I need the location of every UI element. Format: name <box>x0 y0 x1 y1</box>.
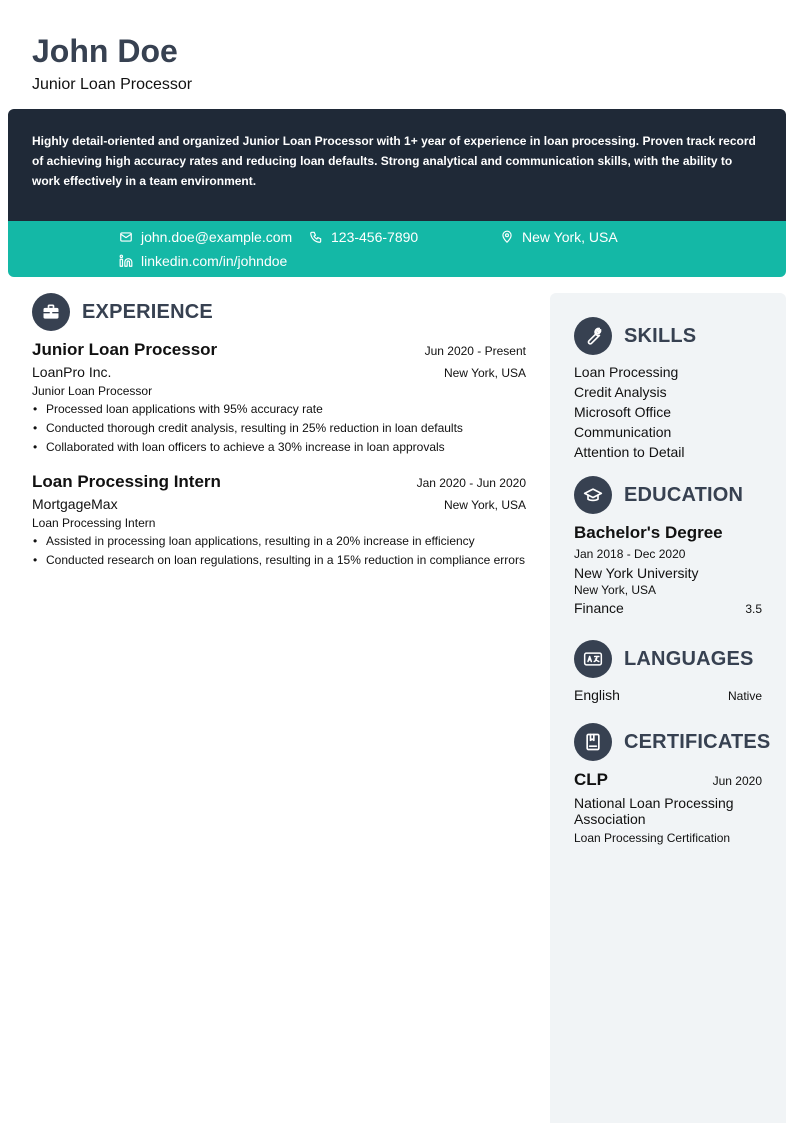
job-title: Junior Loan Processor <box>32 340 218 359</box>
job-subtitle: Loan Processing Intern <box>32 516 156 530</box>
candidate-title: Junior Loan Processor <box>32 76 193 93</box>
education-heading <box>574 476 743 514</box>
contact-phone[interactable] <box>309 229 418 245</box>
certificate-issuer: National Loan Processing Association <box>574 795 734 827</box>
certificate-entry <box>574 770 762 845</box>
certificate-icon <box>574 723 612 761</box>
job-entry <box>32 472 526 570</box>
briefcase-icon <box>32 293 70 331</box>
language-level: Native <box>727 689 762 703</box>
education-title: EDUCATION <box>624 483 744 506</box>
skill-item: Microsoft Office <box>574 404 671 420</box>
contact-location <box>500 229 618 245</box>
contact-location-text: New York, USA <box>522 229 618 245</box>
certificate-date: Jun 2020 <box>712 774 762 788</box>
summary-text: Highly detail-oriented and organized Junior Loan Processor with 1+ year of experience in loan processing. Proven track record of achieving high accuracy rates and reducing loan defaults. Strong analytical and communication skills, with the ability to work effectively in a team environment. <box>32 134 756 188</box>
certificates-title: CERTIFICATES <box>624 730 771 753</box>
job-bullet: • Conducted research on loan regulations, resulting in a 15% reduction in compliance errors <box>32 551 526 570</box>
map-pin-icon <box>500 230 514 244</box>
candidate-name: John Doe <box>32 33 178 69</box>
job-company: MortgageMax <box>32 496 118 512</box>
contact-phone-text: 123-456-7890 <box>331 229 419 245</box>
job-bullet: • Assisted in processing loan applications, resulting in a 20% increase in efficiency <box>32 532 526 551</box>
summary-panel <box>8 109 786 221</box>
wrench-icon <box>574 317 612 355</box>
certificate-name: CLP <box>574 770 608 789</box>
experience-heading <box>32 293 213 331</box>
languages-heading <box>574 640 754 678</box>
languages-title: LANGUAGES <box>624 647 754 670</box>
mail-icon <box>119 230 133 244</box>
skills-title: SKILLS <box>624 324 697 347</box>
education-location: New York, USA <box>574 583 657 597</box>
phone-icon <box>309 230 323 244</box>
language-name: English <box>574 687 620 703</box>
job-bullets <box>32 532 526 570</box>
skill-item: Attention to Detail <box>574 444 685 460</box>
languages-list <box>574 687 762 703</box>
job-bullet: • Conducted thorough credit analysis, resulting in 25% reduction in loan defaults <box>32 419 526 438</box>
skill-item: Credit Analysis <box>574 384 667 400</box>
job-company: LoanPro Inc. <box>32 364 112 380</box>
experience-title: EXPERIENCE <box>82 300 213 323</box>
education-dates: Jan 2018 - Dec 2020 <box>574 547 686 561</box>
contact-email[interactable] <box>119 229 292 245</box>
job-title: Loan Processing Intern <box>32 472 221 491</box>
education-field: Finance <box>574 600 624 616</box>
certificates-heading <box>574 723 770 761</box>
job-location: New York, USA <box>443 366 526 380</box>
contact-email-text: john.doe@example.com <box>141 229 293 245</box>
job-bullets <box>32 400 526 457</box>
skills-heading <box>574 317 696 355</box>
job-subtitle: Junior Loan Processor <box>32 384 153 398</box>
job-bullet: • Processed loan applications with 95% accuracy rate <box>32 400 526 419</box>
job-bullet: • Collaborated with loan officers to achieve a 30% increase in loan approvals <box>32 438 526 457</box>
education-degree: Bachelor's Degree <box>574 523 723 542</box>
job-date: Jan 2020 - Jun 2020 <box>416 476 526 490</box>
translate-icon <box>574 640 612 678</box>
skill-item: Communication <box>574 424 672 440</box>
education-entry <box>574 523 762 616</box>
contact-bar <box>8 221 786 277</box>
linkedin-icon <box>119 254 133 268</box>
contact-linkedin[interactable] <box>119 253 287 269</box>
header <box>32 32 192 94</box>
skills-list <box>574 362 762 462</box>
education-school: New York University <box>574 565 699 581</box>
certificate-description: Loan Processing Certification <box>574 831 731 845</box>
job-location: New York, USA <box>443 498 526 512</box>
graduation-cap-icon <box>574 476 612 514</box>
job-date: Jun 2020 - Present <box>424 344 526 358</box>
education-gpa: 3.5 <box>745 602 762 616</box>
contact-linkedin-text: linkedin.com/in/johndoe <box>141 253 288 269</box>
skill-item: Loan Processing <box>574 364 679 380</box>
job-entry <box>32 340 526 457</box>
